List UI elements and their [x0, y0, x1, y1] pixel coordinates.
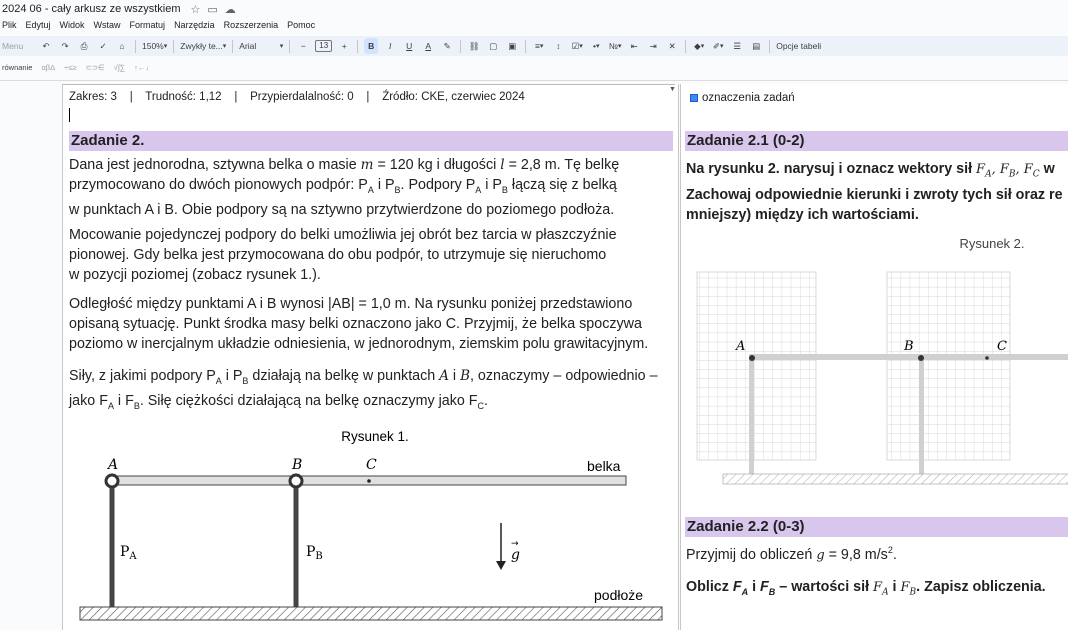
figure-1-caption: Rysunek 1. — [341, 429, 409, 444]
point-c-2 — [985, 356, 989, 360]
font-size-input[interactable]: 13 — [315, 40, 332, 52]
beam-2 — [749, 354, 1068, 360]
highlight-icon[interactable]: ✎ — [443, 40, 451, 51]
label-pa: $P_A$ — [120, 544, 137, 562]
legend-square-icon — [690, 94, 698, 102]
p2-line-2: pionowej. Gdy belka jest przymocowana do obu podpór, to utrzymuje się nieruchomo — [69, 247, 607, 263]
task-cell-right[interactable] — [680, 84, 1068, 630]
separator — [135, 40, 136, 53]
menu-tools[interactable]: Narzędzia — [174, 20, 215, 30]
font-select[interactable]: Arial ▾ — [239, 38, 283, 54]
pin-b — [290, 475, 302, 487]
bulleted-list-icon[interactable]: • ▾ — [589, 38, 603, 54]
image-icon[interactable]: ▣ — [508, 40, 517, 51]
underline-icon[interactable]: U — [406, 41, 413, 51]
label-a-2: A — [736, 339, 746, 354]
zoom-select[interactable]: 150% ▾ — [142, 38, 167, 54]
menu-help[interactable]: Pomoc — [287, 20, 316, 30]
var-m: m — [360, 157, 374, 173]
separator — [173, 40, 174, 53]
paint-format-icon[interactable]: ⌂ — [119, 41, 125, 51]
italic-icon[interactable]: I — [389, 41, 392, 51]
title-bar — [0, 0, 1068, 18]
menu-insert[interactable]: Wstaw — [93, 20, 121, 30]
star-icon[interactable]: ☆ — [190, 3, 201, 16]
increase-font-icon[interactable]: + — [341, 41, 347, 51]
line-spacing-icon[interactable]: ↕ — [556, 41, 561, 51]
task-legend[interactable] — [690, 92, 795, 104]
equation-group-relations[interactable]: ⊂⊃∈ — [85, 62, 105, 72]
support-b-2 — [919, 360, 924, 474]
paragraph-3 — [69, 294, 679, 354]
redo-icon[interactable]: ↷ — [61, 40, 69, 51]
subtask-1-line-1: Na rysunku 2. narysuj i oznacz wektory sił $F_A$, $F_B$, $F_C$ w — [686, 161, 1055, 180]
p1-text-c: = 2,8 m. Tę belkę — [504, 157, 620, 173]
numbered-list-icon[interactable]: № ▾ — [608, 38, 622, 54]
move-folder-icon[interactable]: ▭ — [207, 3, 218, 16]
p4-text-a: Siły, z jakimi podpory P — [69, 368, 216, 384]
p3-line-1: Odległość między punktami A i B wynosi |AB| = 1,0 m. Na rysunku poniżej przedstawiono — [69, 296, 633, 312]
task-cell-left[interactable] — [62, 84, 679, 630]
separator — [460, 40, 461, 53]
equation-group-greek[interactable]: αβΔ — [41, 62, 56, 72]
label-beam: belka — [587, 458, 621, 474]
equation-label: równanie — [2, 62, 33, 72]
subtask-heading-2: Zadanie 2.2 (0-3) — [685, 517, 1068, 537]
label-c: C — [366, 457, 377, 473]
separator — [289, 40, 290, 53]
subtask-heading-1: Zadanie 2.1 (0-2) — [685, 131, 1068, 151]
separator — [769, 40, 770, 53]
menu-extensions[interactable]: Rozszerzenia — [223, 20, 279, 30]
separator — [232, 40, 233, 53]
ground-2 — [723, 474, 1068, 484]
equation-group-math[interactable]: √∫∑ — [113, 62, 126, 72]
align-icon[interactable]: ≡ ▾ — [532, 38, 546, 54]
point-b-2 — [918, 355, 924, 361]
p2-line-1: Mocowanie pojedynczej podpory do belki umożliwia jej obrót bez tarcia w płaszczyźnie — [69, 227, 617, 243]
checklist-icon[interactable]: ☑ ▾ — [570, 38, 584, 54]
text-cursor — [69, 108, 70, 122]
subtask-2-line-2: Oblicz $F_A$ i $F_B$ – wartości sił $F_A$ i $F_B$. Zapisz obliczenia. — [686, 579, 1046, 598]
style-select[interactable]: Zwykły te... ▾ — [180, 38, 226, 54]
separator — [357, 40, 358, 53]
subtask-1-line-2: Zachowaj odpowiednie kierunki i zwroty tych sił oraz re — [686, 187, 1063, 203]
document-title[interactable]: 2024 06 - cały arkusz ze wszystkiem — [2, 3, 181, 15]
var-l: l — [500, 157, 505, 173]
p2-line-3: w pozycji poziomej (zobacz rysunek 1.). — [69, 267, 321, 283]
label-b: B — [292, 457, 303, 473]
cloud-status-icon[interactable]: ☁ — [224, 3, 236, 16]
label-b-2: B — [904, 339, 914, 354]
grid-left — [697, 272, 816, 460]
p1-text-b: = 120 kg i długości — [373, 157, 501, 173]
paragraph-4: Siły, z jakimi podpory $P_A$ i $P_B$ działają na belkę w punktach A i B, oznaczymy – odpowiednio – jako $F_A$ i $F_B$. Siłę ciężkości działającą na belkę oznaczymy jako $F_C$. — [69, 368, 658, 411]
cell-fill-icon[interactable]: ◆ ▾ — [692, 38, 706, 54]
p3-line-3: poziomo w inercjalnym układzie odniesienia, w jednorodnym, ziemskim polu grawitacyjnym. — [69, 336, 649, 352]
separator — [685, 40, 686, 53]
label-ground: podłoże — [594, 587, 644, 603]
paragraph-2 — [69, 225, 679, 285]
separator — [525, 40, 526, 53]
figure-1 — [63, 425, 680, 630]
clear-formatting-icon[interactable]: ✕ — [668, 40, 676, 51]
legend-label: oznaczenia zadań — [702, 92, 795, 104]
border-dash-icon[interactable]: ▤ — [752, 40, 761, 51]
toolbar-divider — [0, 80, 1068, 81]
spellcheck-icon[interactable]: ✓ — [99, 40, 107, 51]
menu-search-input[interactable]: Menu — [2, 41, 24, 51]
menu-bar — [0, 18, 324, 32]
undo-icon[interactable]: ↶ — [42, 40, 50, 51]
border-width-icon[interactable]: ☰ — [733, 40, 742, 51]
menu-edit[interactable]: Edytuj — [25, 20, 51, 30]
task-heading: Zadanie 2. — [69, 131, 673, 151]
label-pb: $P_B$ — [306, 544, 323, 562]
p1-line-2: przymocowano do dwóch pionowych podpór: P — [69, 177, 368, 193]
figure-2-caption: Rysunek 2. — [959, 236, 1025, 251]
text-color-icon[interactable]: A — [425, 41, 432, 51]
table-options-button[interactable]: Opcje tabeli — [776, 41, 822, 51]
point-a-2 — [749, 355, 755, 361]
equation-bar — [0, 60, 158, 74]
border-color-icon[interactable]: ✐ ▾ — [711, 38, 725, 54]
p1-line-3: w punktach A i B. Obie podpory są na sztywno przytwierdzone do poziomego podłoża. — [69, 201, 615, 218]
subtask-2-line-1: Przyjmij do obliczeń g = 9,8 $m/s^2$. — [686, 545, 897, 563]
vector-arrow-g: → — [511, 539, 519, 549]
pin-a — [106, 475, 118, 487]
ground — [80, 607, 662, 620]
paragraph-1: Dana jest jednorodna, sztywna belka o masie m = 120 kg i długości l = 2,8 m. Tę belkę przymocowano do dwóch pionowych podpór: $P_A$ i $P_B$. Podpory $P_A$ i $P_B$ łączą się z belką w punktach A i B. Obie podpory są na sztywno przytwierdzone do poziomego podłoża. — [69, 155, 679, 220]
menu-file[interactable]: Plik — [2, 20, 17, 30]
link-icon[interactable]: ⛓ — [468, 40, 480, 51]
print-icon[interactable]: ⎙ — [80, 40, 88, 51]
figure-2 — [681, 232, 1068, 512]
label-a: A — [108, 457, 119, 473]
menu-format[interactable]: Formatuj — [129, 20, 166, 30]
subtask-1-line-3: mniejszy) między ich wartościami. — [686, 207, 919, 223]
task-meta: Zakres: 3 | Trudność: 1,12 | Przypierdalalność: 0 | Źródło: CKE, czerwiec 2024 — [69, 91, 525, 103]
increase-indent-icon[interactable]: ⇥ — [649, 40, 657, 51]
p4-text-b: jako F — [69, 392, 108, 409]
comment-icon[interactable]: ▢ — [489, 40, 498, 51]
gravity-arrowhead — [496, 561, 506, 570]
equation-group-arrows[interactable]: ↑←↓ — [134, 62, 150, 72]
p3-line-2: opisaną sytuację. Punkt środka masy belki oznaczono jako C. Przyjmij, że belka spoczywa — [69, 316, 642, 332]
toolbar — [0, 36, 1068, 56]
equation-group-misc[interactable]: ÷≤≥ — [64, 62, 77, 72]
bold-icon[interactable]: B — [364, 38, 378, 54]
menu-view[interactable]: Widok — [59, 20, 85, 30]
support-a-2 — [749, 360, 754, 474]
label-g: g — [511, 547, 520, 563]
label-c-2: C — [997, 339, 1007, 354]
cell-top-border — [63, 84, 675, 85]
collapse-arrow-icon[interactable]: ▼ — [669, 86, 676, 93]
decrease-indent-icon[interactable]: ⇤ — [630, 40, 638, 51]
grid-right — [887, 272, 1010, 460]
p1-text-a: Dana jest jednorodna, sztywna belka o masie — [69, 157, 361, 173]
decrease-font-icon[interactable]: − — [300, 41, 306, 51]
point-c — [367, 479, 371, 483]
